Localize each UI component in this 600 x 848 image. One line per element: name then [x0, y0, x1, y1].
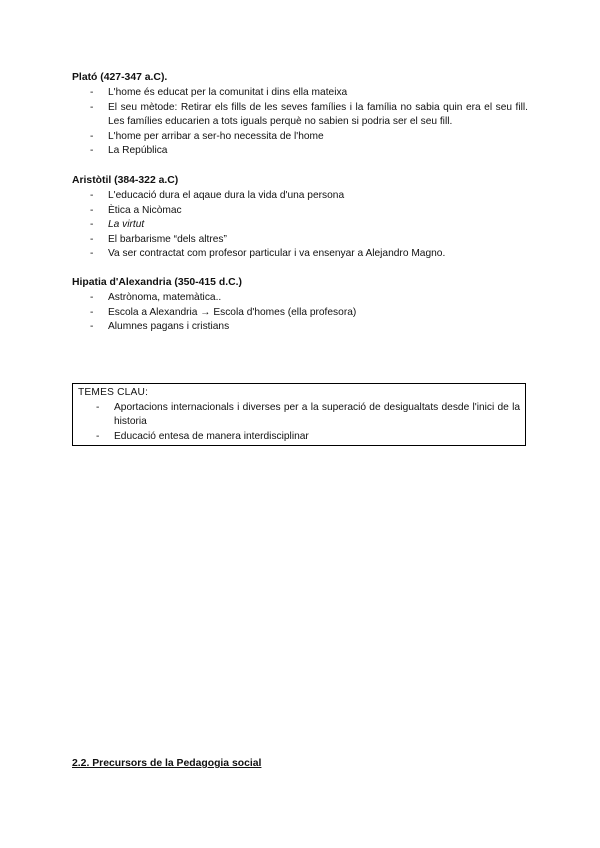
aristotil-heading: Aristòtil (384-322 a.C): [72, 175, 179, 186]
list-item: [72, 86, 528, 101]
dash-marker: -: [96, 401, 100, 413]
list-item: [72, 189, 528, 204]
list-item: [72, 218, 528, 233]
dash-marker: -: [90, 130, 94, 142]
list-item-text: Ètica a Nicòmac: [108, 204, 182, 216]
key-themes-box: [72, 383, 526, 446]
list-item-text: El seu mètode: Retirar els fills de les seves famílies i la família no sabia quin era el seu fill. Les famílies educarien a tots iguals perquè no sabien si podria ser el seu fill.: [108, 101, 528, 128]
list-item: [72, 144, 528, 159]
plato-heading: Plató (427-347 a.C).: [72, 72, 168, 83]
list-item-text: Astrònoma, matemàtica..: [108, 292, 222, 303]
list-item: [72, 101, 528, 130]
dash-marker: -: [90, 87, 94, 98]
list-item: [72, 247, 528, 262]
list-item-text: La República: [108, 145, 168, 157]
list-item-text: La virtut: [108, 219, 145, 231]
key-themes-title: TEMES CLAU:: [78, 387, 149, 398]
dash-marker: -: [90, 190, 94, 201]
list-item-text: Educació entesa de manera interdisciplinar: [114, 430, 309, 442]
plato-list: [72, 86, 528, 159]
dash-marker: -: [90, 306, 94, 318]
dash-marker: -: [90, 101, 94, 113]
dash-marker: -: [90, 219, 94, 231]
dash-marker: -: [90, 321, 94, 333]
dash-marker: -: [90, 233, 94, 245]
dash-marker: -: [90, 248, 94, 260]
dash-marker: -: [96, 430, 100, 442]
list-item-text: L'home per arribar a ser-ho necessita de l'home: [108, 130, 324, 142]
list-item-text: Aportacions internacionals i diverses per a la superació de desigualtats desde l'inici de la historia: [114, 401, 520, 428]
list-item-text: L'home és educat per la comunitat i dins ella mateixa: [108, 87, 348, 98]
list-item: [72, 130, 528, 145]
dash-marker: -: [90, 204, 94, 216]
list-item-text: L'educació dura el aqaue dura la vida d'una persona: [108, 190, 345, 201]
section-title: 2.2. Precursors de la Pedagogia social: [72, 758, 262, 769]
list-item: [78, 430, 520, 445]
list-item: [72, 320, 528, 335]
hipatia-heading: Hipatia d'Alexandria (350-415 d.C.): [72, 277, 242, 288]
list-item: [72, 204, 528, 219]
list-item: [72, 233, 528, 248]
list-item: [78, 401, 520, 430]
list-item: [72, 306, 528, 321]
list-item-text: Alumnes pagans i cristians: [108, 321, 230, 333]
list-item: [72, 291, 528, 306]
key-themes-list: [78, 401, 520, 445]
dash-marker: -: [90, 145, 94, 157]
list-item-text: El barbarisme “dels altres”: [108, 233, 227, 245]
dash-marker: -: [90, 292, 94, 303]
aristotil-list: [72, 189, 528, 262]
hipatia-list: [72, 291, 528, 335]
list-item-text: Va ser contractat com profesor particular i va ensenyar a Alejandro Magno.: [108, 248, 446, 260]
list-item-text: Escola a Alexandria → Escola d'homes (ella profesora): [108, 306, 357, 318]
